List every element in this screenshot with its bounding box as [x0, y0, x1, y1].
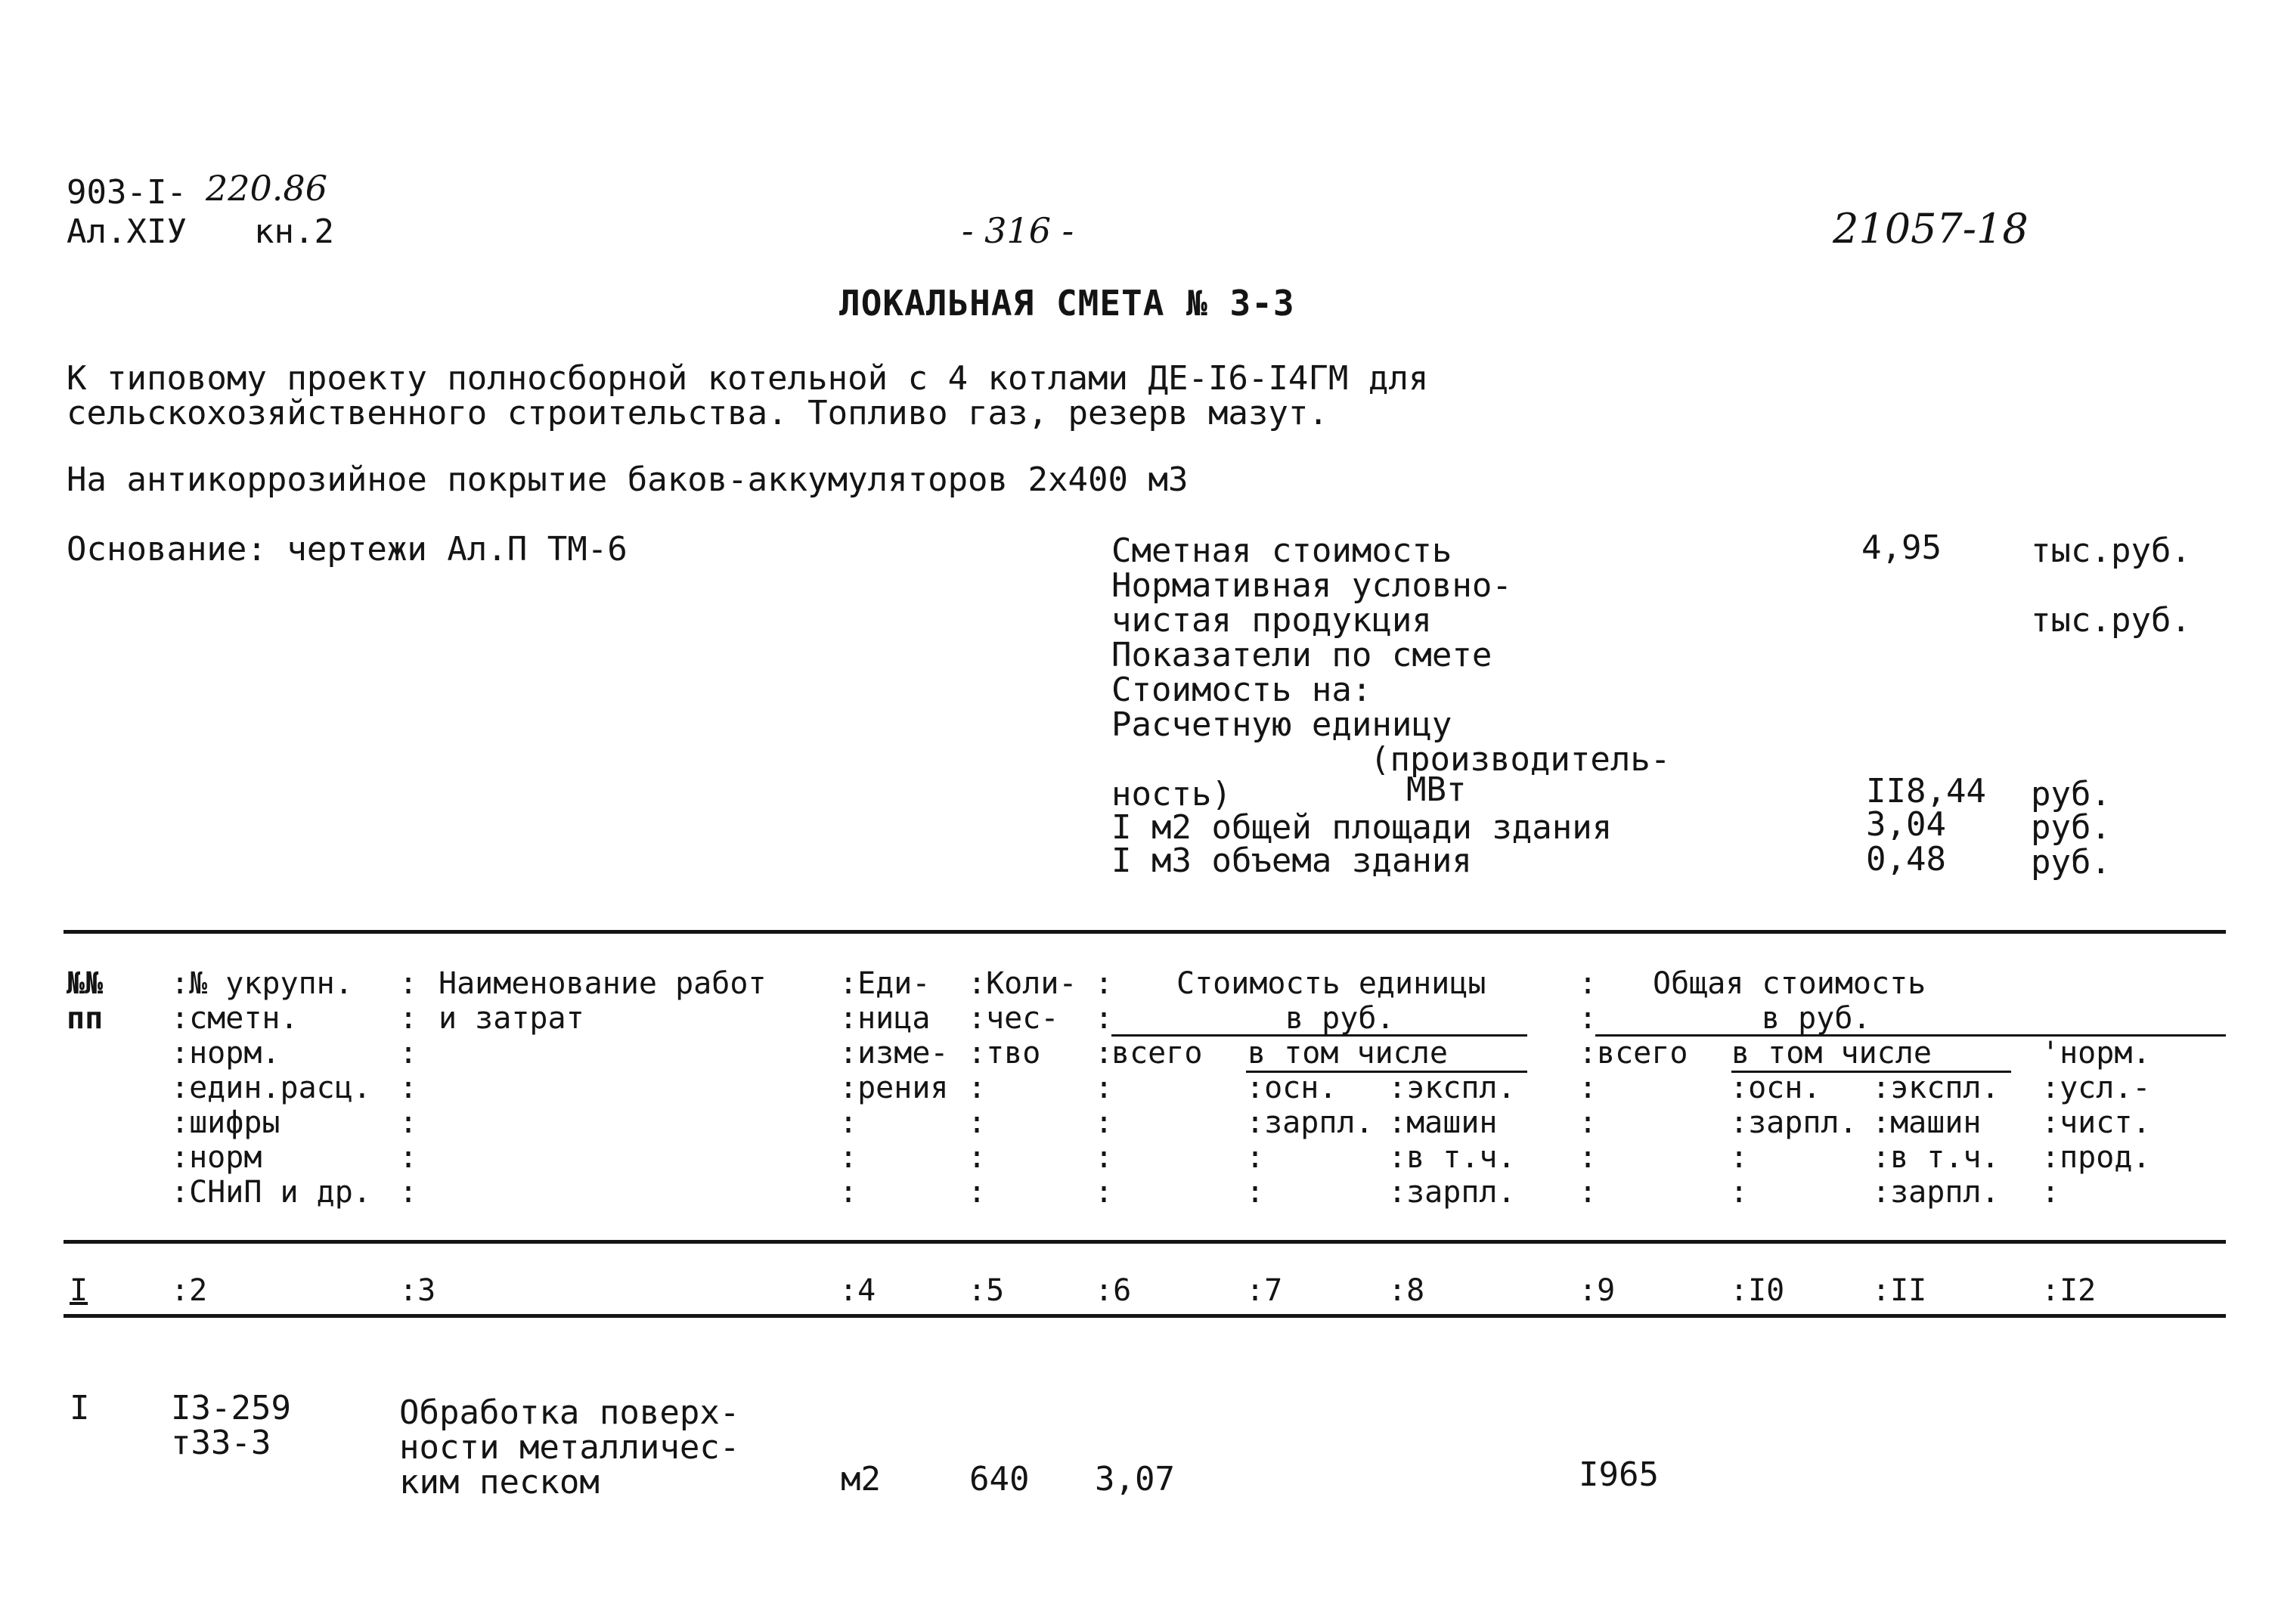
document-title: ЛОКАЛЬНАЯ СМЕТА № 3-3 — [839, 283, 1295, 324]
volume-label: I м3 объема здания — [1111, 841, 1472, 880]
header-total-salary: :осн. :зарпл. : : — [1730, 1071, 1858, 1210]
header-total-machines: :экспл. :машин :в т.ч. :зарпл. — [1872, 1071, 2000, 1210]
column-number: I — [70, 1273, 88, 1308]
estimated-cost-value: 4,95 — [1861, 528, 1942, 567]
productivity-unit: МВт — [1406, 770, 1467, 809]
header-total-cost-title: Общая стоимость — [1653, 966, 1926, 1001]
project-description-line2: сельскохозяйственного строительства. Топливо газ, резерв мазут. — [67, 394, 1328, 432]
header-total-cost-sub: в руб. — [1762, 1001, 1871, 1036]
header-unit-all: всего — [1111, 1036, 1203, 1071]
row-norm-code: I3-259 т33-3 — [171, 1389, 291, 1462]
row-quantity: 640 — [969, 1460, 1030, 1498]
cost-on-label: Стоимость на: — [1111, 671, 1372, 709]
estimated-cost-unit: тыс.руб. — [2031, 532, 2191, 570]
header-work-name: Наименование работ и затрат — [439, 966, 767, 1036]
project-code: 903-I- — [67, 173, 187, 212]
row-unit-cost-total: 3,07 — [1095, 1460, 1175, 1498]
column-number: :3 — [399, 1273, 436, 1308]
header-unit-incl: в том числе — [1248, 1036, 1448, 1071]
document-number: 21057-18 — [1833, 205, 2029, 253]
project-description-line1: К типовому проекту полносборной котельной с 4 котлами ДЕ-I6-I4ГМ для — [67, 359, 1429, 398]
header-total-incl: в том числе — [1731, 1036, 1932, 1071]
column-number: :7 — [1246, 1273, 1283, 1308]
column-number: :I2 — [2041, 1273, 2097, 1308]
row-total-cost: I965 — [1579, 1455, 1659, 1494]
area-value: 3,04 — [1866, 805, 1946, 844]
productivity-label-end: ность) — [1111, 775, 1232, 814]
productivity-currency: руб. — [2031, 775, 2111, 814]
column-number: :2 — [171, 1273, 208, 1308]
album-label: Ал.XIУ — [67, 212, 187, 251]
column-number: :9 — [1579, 1273, 1616, 1308]
estimate-subject: На антикоррозийное покрытие баков-аккумуляторов 2x400 м3 — [67, 460, 1189, 499]
productivity-value: II8,44 — [1866, 772, 1986, 810]
header-total-separator: : : : : : : : — [1579, 966, 1598, 1210]
normative-unit: тыс.руб. — [2031, 601, 2191, 640]
normative-label-line1: Нормативная условно- — [1111, 566, 1512, 605]
table-top-rule — [64, 930, 2226, 934]
header-row-number: №№ пп — [67, 966, 104, 1036]
header-unit-cost-title: Стоимость единицы — [1176, 966, 1486, 1001]
column-number: :4 — [839, 1273, 876, 1308]
column-number: :5 — [968, 1273, 1005, 1308]
header-norm-code-separator: : : : : : : : — [399, 966, 418, 1210]
area-currency: руб. — [2031, 808, 2111, 847]
volume-value: 0,48 — [1866, 840, 1946, 879]
column-number: :6 — [1095, 1273, 1132, 1308]
estimate-basis: Основание: чертежи Ал.П ТМ-6 — [67, 530, 628, 569]
row-number: I — [70, 1389, 90, 1427]
column-number: :II — [1872, 1273, 1927, 1308]
column-number: :I0 — [1730, 1273, 1785, 1308]
row-work-name: Обработка поверх- ности металличес- ким песком — [399, 1393, 740, 1502]
page-number: - 316 - — [962, 210, 1074, 251]
estimated-cost-label: Сметная стоимость — [1111, 532, 1452, 570]
header-unit-salary: :осн. :зарпл. : : — [1246, 1071, 1374, 1210]
productivity-label: (производитель- — [1370, 740, 1671, 779]
header-unit: :Еди- :ница :изме- :рения : : : — [839, 966, 949, 1210]
header-quantity: :Коли- :чес- :тво : : : : — [968, 966, 1077, 1210]
book-label: кн.2 — [254, 212, 334, 251]
area-label: I м2 общей площади здания — [1111, 808, 1613, 847]
indicators-label: Показатели по смете — [1111, 636, 1492, 674]
header-unit-machines: :экспл. :машин :в т.ч. :зарпл. — [1388, 1071, 1516, 1210]
table-header-bottom-rule — [64, 1240, 2226, 1244]
header-total-all: всего — [1597, 1036, 1688, 1071]
column-number: :8 — [1388, 1273, 1425, 1308]
header-norm-code: :№ укрупн. :сметн. :норм. :един.расц. :шифры :норм :СНиП и др. — [171, 966, 371, 1210]
row-unit: м2 — [841, 1460, 881, 1498]
column-numbers-rule — [64, 1314, 2226, 1318]
header-unit-cost-separator: : : : : : : : — [1095, 966, 1114, 1210]
calc-unit-label: Расчетную единицу — [1111, 705, 1452, 744]
normative-label-line2: чистая продукция — [1111, 601, 1432, 640]
volume-currency: руб. — [2031, 843, 2111, 882]
header-normative-product: 'норм. :усл.- :чист. :прод. : — [2041, 1036, 2151, 1210]
header-unit-cost-sub: в руб. — [1285, 1001, 1395, 1036]
project-code-handwritten: 220.86 — [206, 168, 327, 209]
